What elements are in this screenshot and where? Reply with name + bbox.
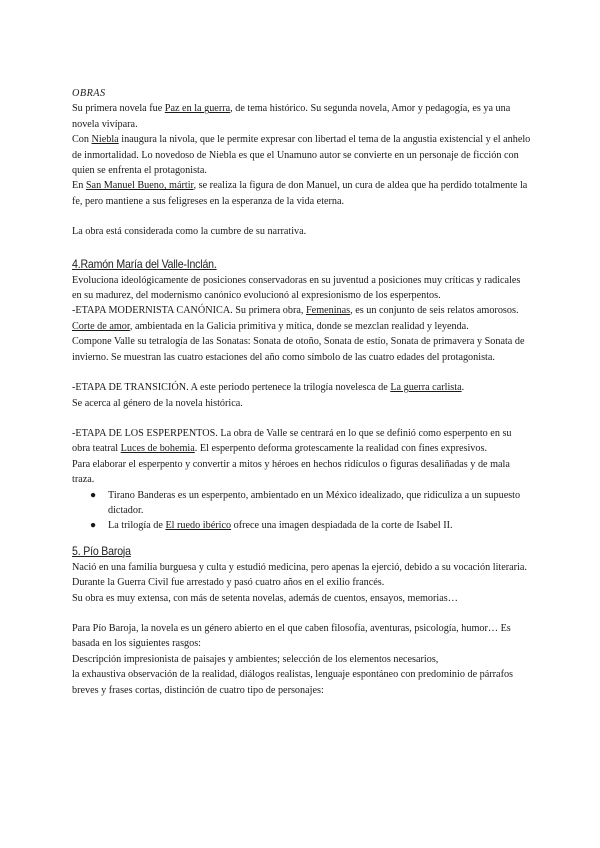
obras-paragraph-2: Con Niebla inaugura la nivola, que le permite expresar con libertad el tema de la angustia existencial y el anhelo de inmortalidad. Lo novedoso de Niebla es que el Unamuno autor se convierte en un personaje de ficción con quien se enfrenta el protagonista. xyxy=(72,134,531,177)
obras-label: OBRAS xyxy=(72,88,106,99)
baroja-paragraph-6: la exhaustiva observación de la realidad, diálogos realistas, lenguaje espontáneo con predominio de párrafos breves y frases cortas, distinción de cuatro tipo de personajes: xyxy=(72,669,514,696)
work-title-femeninas: Femeninas xyxy=(306,305,351,317)
section-heading-pio-baroja: 5. Pío Baroja xyxy=(72,543,131,558)
valle-esperpento-definicion: Para elaborar el esperpento y convertir a mitos y héroes en hechos ridículos o figuras desaliñadas y de mala traza. xyxy=(72,458,510,486)
baroja-paragraph-1: Nació en una familia burguesa y culta y estudió medicina, pero apenas la ejerció, debido a su vocación literaria. xyxy=(72,561,527,573)
obras-paragraph-3: En San Manuel Bueno, mártir, se realiza la figura de don Manuel, un cura de aldea que ha perdido totalmente la fe, pero mantiene a sus feligreses en la esperanza de la vida eterna. xyxy=(72,180,528,207)
document-page xyxy=(72,86,532,698)
obras-paragraph-1: Su primera novela fue Paz en la guerra, de tema histórico. Su segunda novela, Amor y pedagogía, es ya una novela vivípara. xyxy=(72,103,511,130)
work-title-paz-en-la-guerra: Paz en la guerra xyxy=(164,103,231,115)
valle-novela-historica: Se acerca al género de la novela histórica. xyxy=(72,397,243,409)
baroja-paragraph-4: Para Pío Baroja, la novela es un género abierto en el que caben filosofía, aventuras, psicología, humor… Es basada en los siguientes rasgos: xyxy=(72,622,511,650)
baroja-paragraph-2: Durante la Guerra Civil fue arrestado y pasó cuatro años en el exilio francés. xyxy=(72,577,385,589)
list-item: ● La trilogía de El ruedo ibérico ofrece una imagen despiadada de la corte de Isabel II. xyxy=(72,518,532,533)
bullet-icon: ● xyxy=(90,520,97,532)
baroja-paragraph-5: Descripción impresionista de paisajes y ambientes; selección de los elementos necesarios, xyxy=(72,653,439,665)
valle-intro: Evoluciona ideológicamente de posiciones conservadoras en su juventud a posiciones muy críticas y radicales en su madurez, del modernismo canónico evolucionó al expresionismo de los esperpentos. xyxy=(72,274,521,302)
valle-etapa-transicion: -ETAPA DE TRANSICIÓN. A este periodo pertenece la trilogía novelesca de La guerra carlista. xyxy=(72,382,465,394)
valle-sonatas: Compone Valle su tetralogía de las Sonatas: Sonata de otoño, Sonata de estío, Sonata de primavera y Sonata de invierno. Se muestran las cuatro estaciones del año como símbolo de las cuatro edades del protagonista. xyxy=(72,336,525,363)
work-title-san-manuel-bueno: San Manuel Bueno, mártir xyxy=(85,180,194,192)
work-title-el-ruedo-iberico: El ruedo ibérico xyxy=(165,520,232,532)
valle-etapa-esperpentos: -ETAPA DE LOS ESPERPENTOS. La obra de Valle se centrará en lo que se definió como esperpento en su obra teatral Luces de bohemia. El esperpento deforma grotescamente la realidad con fines expresivos. xyxy=(72,427,512,455)
work-title-luces-de-bohemia: Luces de bohemia xyxy=(120,443,195,455)
section-heading-valle-inclan: 4.Ramón María del Valle-Inclán. xyxy=(72,256,217,271)
work-title-corte-de-amor: Corte de amor xyxy=(72,320,130,332)
baroja-paragraph-3: Su obra es muy extensa, con más de setenta novelas, además de cuentos, ensayos, memorias… xyxy=(72,592,458,604)
valle-bullet-list xyxy=(72,488,532,534)
bullet-icon: ● xyxy=(90,489,97,501)
list-item: ● Tirano Banderas es un esperpento, ambientado en un México idealizado, que ridiculiza a un supuesto dictador. xyxy=(90,489,521,516)
obras-paragraph-4: La obra está considerada como la cumbre de su narrativa. xyxy=(72,226,307,238)
work-title-niebla: Niebla xyxy=(91,134,119,146)
valle-etapa-modernista: -ETAPA MODERNISTA CANÓNICA. Su primera obra, Femeninas, es un conjunto de seis relatos amorosos. Corte de amor, ambientada en la Galicia primitiva y mítica, donde se mezclan realidad y leyenda. xyxy=(72,305,519,332)
work-title-la-guerra-carlista: La guerra carlista xyxy=(390,382,462,394)
